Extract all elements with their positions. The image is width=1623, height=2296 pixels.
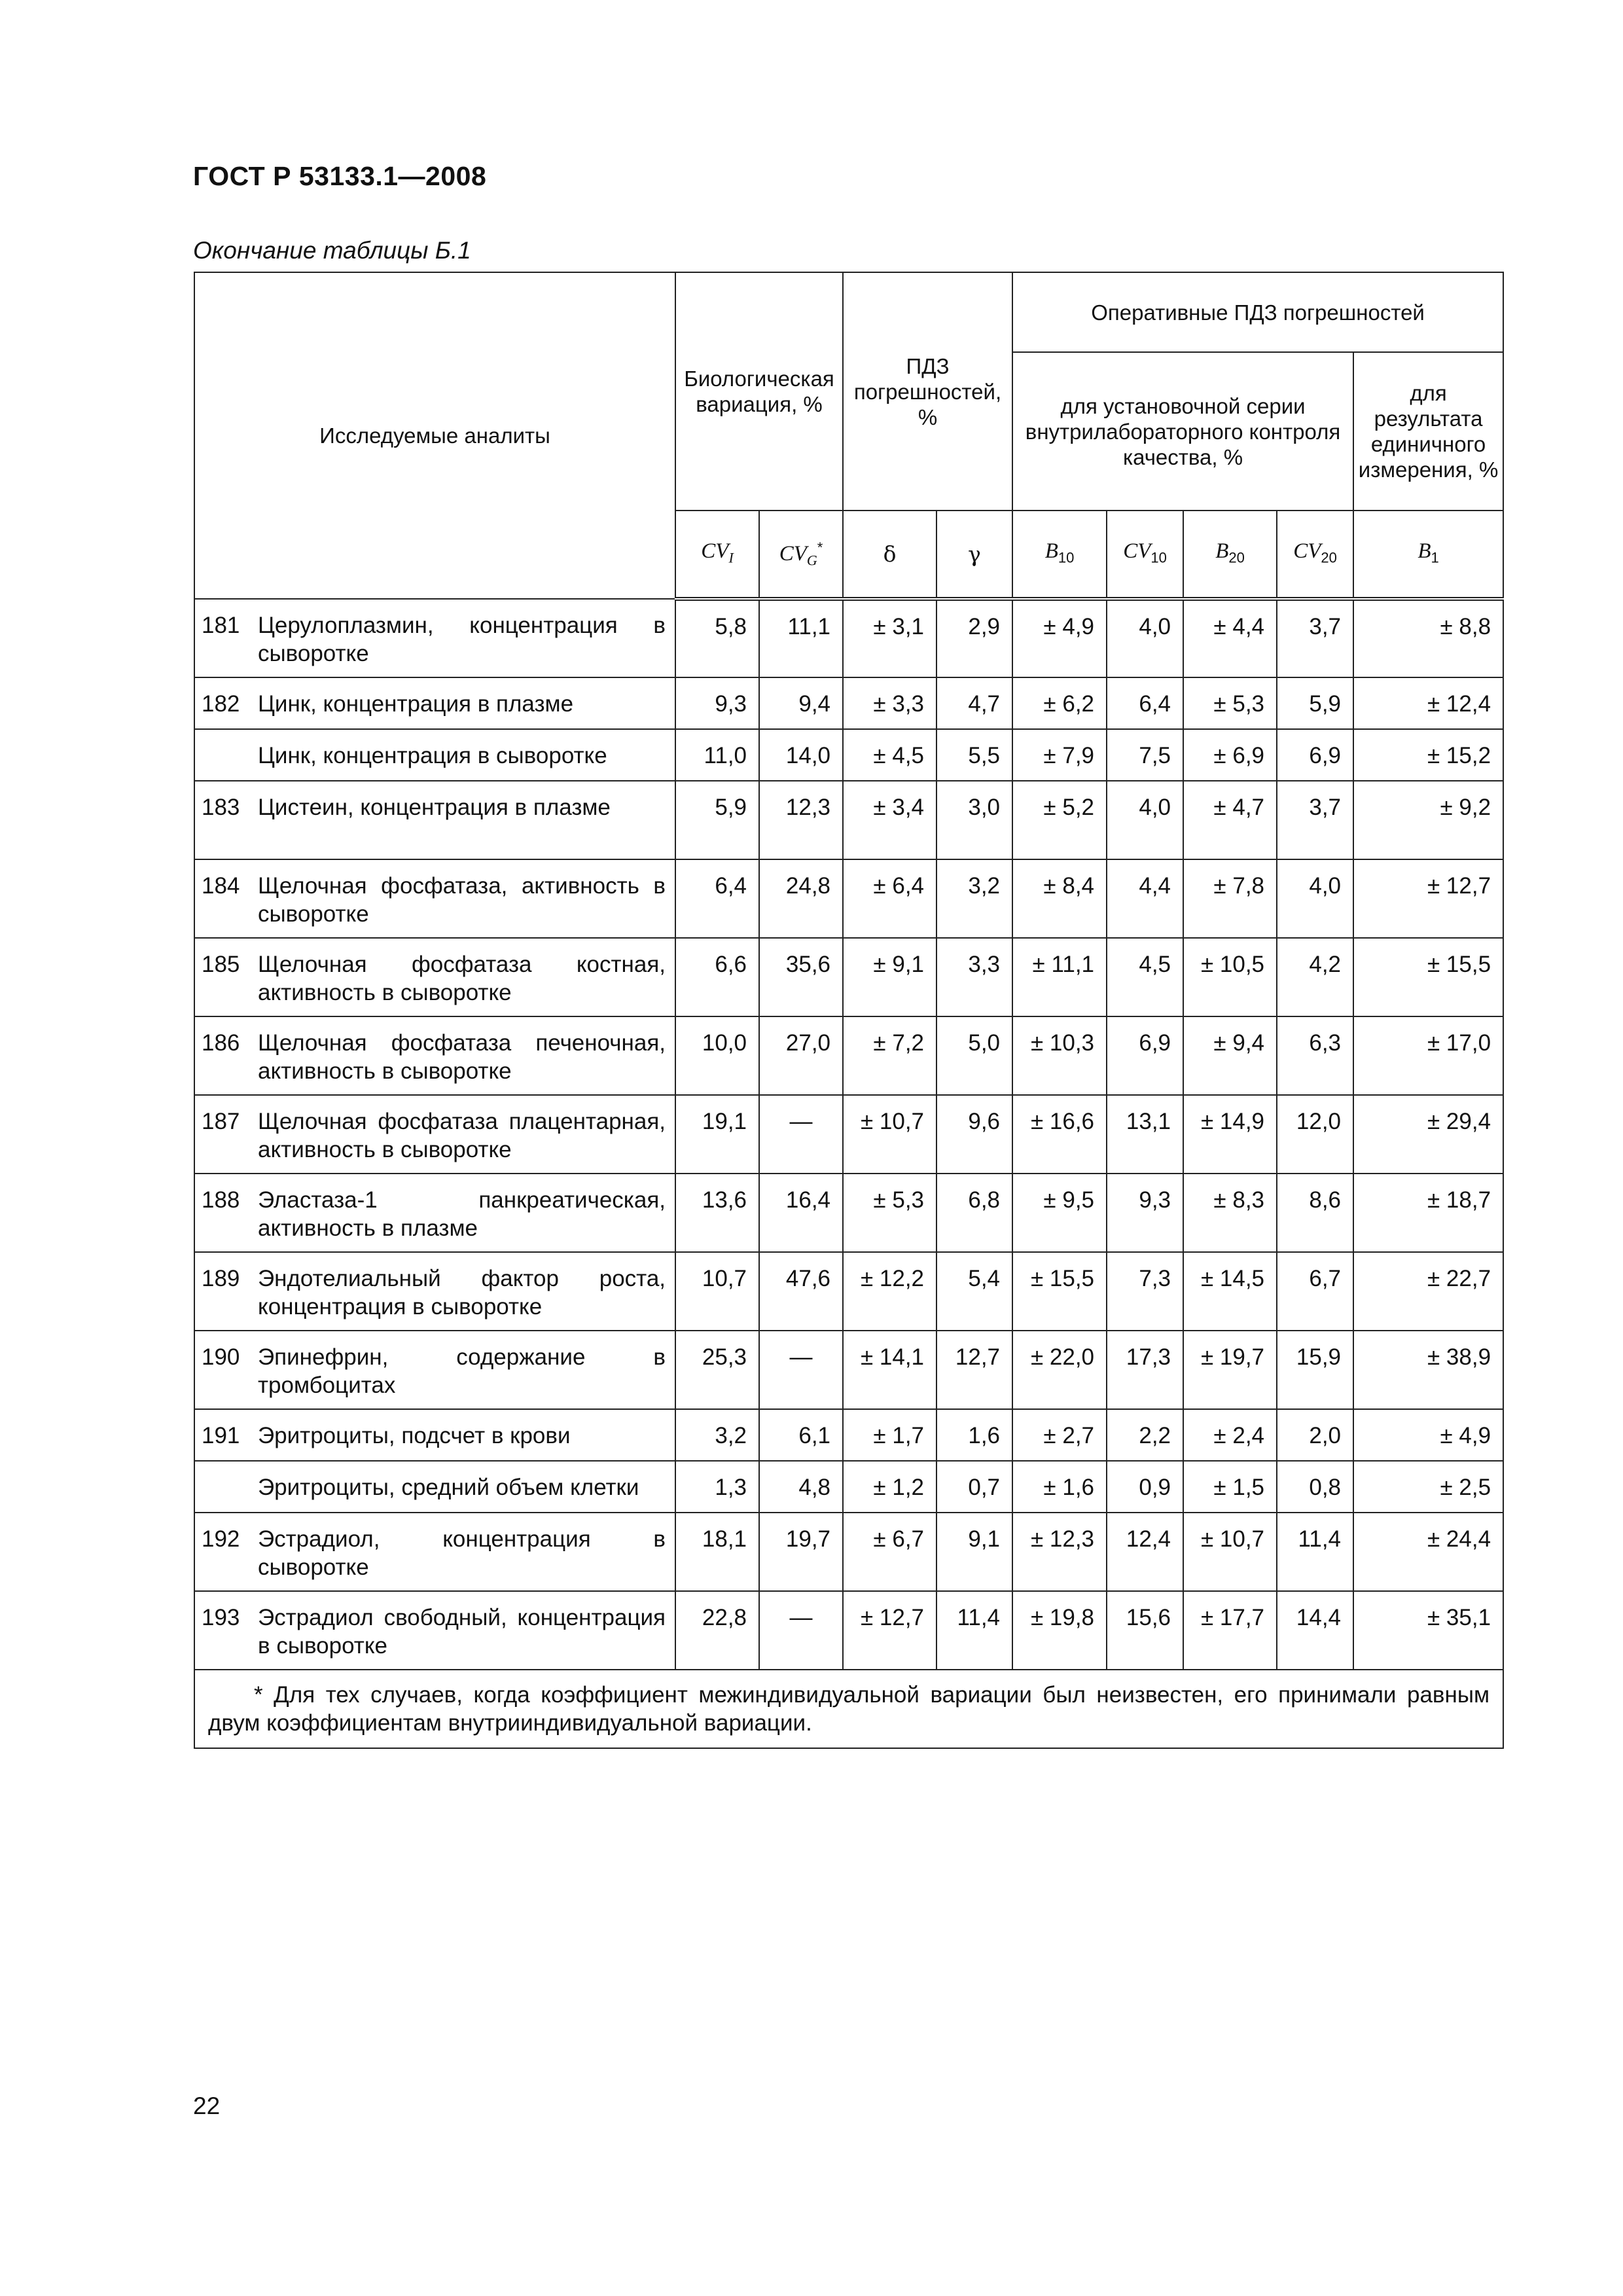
table-row bbox=[194, 1513, 1503, 1591]
cell-cv-i: 10,7 bbox=[675, 1252, 759, 1331]
cell-b20: ± 5,3 bbox=[1183, 677, 1277, 729]
cell-b10: ± 10,3 bbox=[1012, 1016, 1107, 1095]
cell-cv20: 4,2 bbox=[1277, 938, 1353, 1016]
analyte-name: Эстрадиол, концентрация в сыворотке bbox=[251, 1513, 675, 1591]
cell-b20: ± 4,4 bbox=[1183, 599, 1277, 677]
cell-gamma: 4,7 bbox=[936, 677, 1012, 729]
cell-b1: ± 2,5 bbox=[1353, 1461, 1503, 1513]
cell-b20: ± 4,7 bbox=[1183, 781, 1277, 859]
cell-cv20: 6,9 bbox=[1277, 729, 1353, 781]
cell-cv-i: 6,6 bbox=[675, 938, 759, 1016]
cell-delta: ± 14,1 bbox=[843, 1331, 936, 1409]
cell-b20: ± 8,3 bbox=[1183, 1174, 1277, 1252]
footnote-row bbox=[194, 1670, 1503, 1748]
symbol-cv-g: $CV_G^*$ bbox=[759, 511, 843, 599]
cell-delta: ± 10,7 bbox=[843, 1095, 936, 1174]
cell-cv-g: 19,7 bbox=[759, 1513, 843, 1591]
cell-b20: ± 1,5 bbox=[1183, 1461, 1277, 1513]
cell-cv-i: 11,0 bbox=[675, 729, 759, 781]
cell-b10: ± 15,5 bbox=[1012, 1252, 1107, 1331]
table-row bbox=[194, 677, 1503, 729]
table-row bbox=[194, 1095, 1503, 1174]
cell-gamma: 12,7 bbox=[936, 1331, 1012, 1409]
row-number: 193 bbox=[194, 1591, 251, 1670]
table-row bbox=[194, 938, 1503, 1016]
header-analytes: Исследуемые аналиты bbox=[194, 272, 675, 599]
table-header bbox=[194, 272, 1503, 599]
analyte-name: Цистеин, концентрация в плазме bbox=[251, 781, 675, 859]
cell-b1: ± 4,9 bbox=[1353, 1409, 1503, 1461]
cell-b10: ± 19,8 bbox=[1012, 1591, 1107, 1670]
cell-cv20: 5,9 bbox=[1277, 677, 1353, 729]
cell-b10: ± 1,6 bbox=[1012, 1461, 1107, 1513]
cell-cv10: 2,2 bbox=[1107, 1409, 1183, 1461]
analyte-name: Церулоплазмин, концентрация в сыворотке bbox=[251, 599, 675, 677]
cell-b1: ± 12,7 bbox=[1353, 859, 1503, 938]
analyte-name: Эластаза-1 панкреатическая, активность в плазме bbox=[251, 1174, 675, 1252]
cell-b10: ± 7,9 bbox=[1012, 729, 1107, 781]
cell-b20: ± 10,5 bbox=[1183, 938, 1277, 1016]
footnote: * Для тех случаев, когда коэффициент межиндивидуальной вариации был неизвестен, его принимали равным двум коэффициентам внутрииндивидуальной вариации. bbox=[194, 1670, 1503, 1748]
cell-cv10: 7,5 bbox=[1107, 729, 1183, 781]
cell-cv20: 15,9 bbox=[1277, 1331, 1353, 1409]
table-row bbox=[194, 599, 1503, 677]
table-row bbox=[194, 1016, 1503, 1095]
cell-b10: ± 16,6 bbox=[1012, 1095, 1107, 1174]
cell-b10: ± 11,1 bbox=[1012, 938, 1107, 1016]
analyte-name: Эритроциты, подсчет в крови bbox=[251, 1409, 675, 1461]
row-number: 186 bbox=[194, 1016, 251, 1095]
header-series: для установочной серии внутрилабораторного контроля качества, % bbox=[1012, 352, 1353, 511]
analyte-name: Цинк, концентрация в плазме bbox=[251, 677, 675, 729]
row-number: 191 bbox=[194, 1409, 251, 1461]
cell-cv-i: 25,3 bbox=[675, 1331, 759, 1409]
cell-cv-i: 5,8 bbox=[675, 599, 759, 677]
cell-cv20: 0,8 bbox=[1277, 1461, 1353, 1513]
cell-b1: ± 9,2 bbox=[1353, 781, 1503, 859]
row-number bbox=[194, 729, 251, 781]
cell-cv20: 14,4 bbox=[1277, 1591, 1353, 1670]
cell-b1: ± 35,1 bbox=[1353, 1591, 1503, 1670]
cell-cv-i: 22,8 bbox=[675, 1591, 759, 1670]
cell-b20: ± 14,5 bbox=[1183, 1252, 1277, 1331]
row-number: 184 bbox=[194, 859, 251, 938]
cell-cv-g: 35,6 bbox=[759, 938, 843, 1016]
cell-gamma: 0,7 bbox=[936, 1461, 1012, 1513]
cell-cv10: 7,3 bbox=[1107, 1252, 1183, 1331]
analyte-name: Цинк, концентрация в сыворотке bbox=[251, 729, 675, 781]
cell-b20: ± 10,7 bbox=[1183, 1513, 1277, 1591]
cell-b10: ± 6,2 bbox=[1012, 677, 1107, 729]
table-row bbox=[194, 729, 1503, 781]
cell-cv10: 4,0 bbox=[1107, 781, 1183, 859]
header-operative: Оперативные ПДЗ погрешностей bbox=[1012, 272, 1503, 352]
row-number: 185 bbox=[194, 938, 251, 1016]
table-row bbox=[194, 1252, 1503, 1331]
header-pdz: ПДЗ погрешностей, % bbox=[843, 272, 1012, 511]
cell-gamma: 2,9 bbox=[936, 599, 1012, 677]
table-row bbox=[194, 1591, 1503, 1670]
row-number: 181 bbox=[194, 599, 251, 677]
cell-cv10: 9,3 bbox=[1107, 1174, 1183, 1252]
cell-cv-i: 9,3 bbox=[675, 677, 759, 729]
cell-delta: ± 9,1 bbox=[843, 938, 936, 1016]
cell-cv-g: — bbox=[759, 1331, 843, 1409]
cell-b10: ± 8,4 bbox=[1012, 859, 1107, 938]
cell-cv-i: 6,4 bbox=[675, 859, 759, 938]
table-body bbox=[194, 599, 1503, 1748]
cell-b20: ± 6,9 bbox=[1183, 729, 1277, 781]
cell-cv10: 6,9 bbox=[1107, 1016, 1183, 1095]
cell-gamma: 9,6 bbox=[936, 1095, 1012, 1174]
cell-b1: ± 15,5 bbox=[1353, 938, 1503, 1016]
cell-b1: ± 12,4 bbox=[1353, 677, 1503, 729]
symbol-b10: $B_{10}$ bbox=[1012, 511, 1107, 599]
cell-b1: ± 17,0 bbox=[1353, 1016, 1503, 1095]
cell-delta: ± 1,2 bbox=[843, 1461, 936, 1513]
analyte-name: Щелочная фосфатаза печеночная, активность в сыворотке bbox=[251, 1016, 675, 1095]
symbol-gamma: γ bbox=[936, 511, 1012, 599]
cell-cv10: 4,5 bbox=[1107, 938, 1183, 1016]
cell-b10: ± 2,7 bbox=[1012, 1409, 1107, 1461]
row-number bbox=[194, 1461, 251, 1513]
cell-cv-g: 6,1 bbox=[759, 1409, 843, 1461]
analyte-name: Эритроциты, средний объем клетки bbox=[251, 1461, 675, 1513]
symbol-cv20: $CV_{20}$ bbox=[1277, 511, 1353, 599]
row-number: 188 bbox=[194, 1174, 251, 1252]
row-number: 189 bbox=[194, 1252, 251, 1331]
cell-delta: ± 6,4 bbox=[843, 859, 936, 938]
cell-b10: ± 12,3 bbox=[1012, 1513, 1107, 1591]
cell-delta: ± 6,7 bbox=[843, 1513, 936, 1591]
cell-cv-i: 5,9 bbox=[675, 781, 759, 859]
table-row bbox=[194, 781, 1503, 859]
row-number: 183 bbox=[194, 781, 251, 859]
cell-b1: ± 18,7 bbox=[1353, 1174, 1503, 1252]
cell-cv20: 4,0 bbox=[1277, 859, 1353, 938]
header-single: для результата единичного измерения, % bbox=[1353, 352, 1503, 511]
row-number: 182 bbox=[194, 677, 251, 729]
row-number: 192 bbox=[194, 1513, 251, 1591]
cell-cv20: 6,3 bbox=[1277, 1016, 1353, 1095]
cell-cv10: 4,0 bbox=[1107, 599, 1183, 677]
cell-gamma: 3,0 bbox=[936, 781, 1012, 859]
cell-gamma: 3,3 bbox=[936, 938, 1012, 1016]
table-row bbox=[194, 1461, 1503, 1513]
cell-cv20: 11,4 bbox=[1277, 1513, 1353, 1591]
cell-cv-g: — bbox=[759, 1095, 843, 1174]
cell-b10: ± 9,5 bbox=[1012, 1174, 1107, 1252]
cell-cv10: 17,3 bbox=[1107, 1331, 1183, 1409]
cell-cv-i: 13,6 bbox=[675, 1174, 759, 1252]
cell-delta: ± 4,5 bbox=[843, 729, 936, 781]
symbol-cv-i: $CV_I$ bbox=[675, 511, 759, 599]
cell-cv10: 13,1 bbox=[1107, 1095, 1183, 1174]
cell-gamma: 5,0 bbox=[936, 1016, 1012, 1095]
cell-gamma: 6,8 bbox=[936, 1174, 1012, 1252]
cell-gamma: 9,1 bbox=[936, 1513, 1012, 1591]
symbol-b20: $B_{20}$ bbox=[1183, 511, 1277, 599]
cell-b20: ± 2,4 bbox=[1183, 1409, 1277, 1461]
cell-b1: ± 8,8 bbox=[1353, 599, 1503, 677]
cell-cv10: 4,4 bbox=[1107, 859, 1183, 938]
cell-cv-g: 9,4 bbox=[759, 677, 843, 729]
cell-delta: ± 1,7 bbox=[843, 1409, 936, 1461]
cell-cv-i: 3,2 bbox=[675, 1409, 759, 1461]
document-title: ГОСТ Р 53133.1—2008 bbox=[193, 161, 487, 191]
symbol-delta: δ bbox=[843, 511, 936, 599]
cell-cv20: 8,6 bbox=[1277, 1174, 1353, 1252]
page-number: 22 bbox=[193, 2092, 221, 2119]
analyte-name: Эпинефрин, содержание в тромбоцитах bbox=[251, 1331, 675, 1409]
cell-b1: ± 15,2 bbox=[1353, 729, 1503, 781]
cell-cv-g: 24,8 bbox=[759, 859, 843, 938]
cell-cv10: 0,9 bbox=[1107, 1461, 1183, 1513]
cell-cv20: 6,7 bbox=[1277, 1252, 1353, 1331]
cell-cv-g: 11,1 bbox=[759, 599, 843, 677]
cell-gamma: 5,4 bbox=[936, 1252, 1012, 1331]
table-row bbox=[194, 1174, 1503, 1252]
table-row bbox=[194, 1331, 1503, 1409]
cell-b20: ± 7,8 bbox=[1183, 859, 1277, 938]
cell-cv-i: 1,3 bbox=[675, 1461, 759, 1513]
cell-cv-g: 27,0 bbox=[759, 1016, 843, 1095]
header-bio-variation: Биологическая вариация, % bbox=[675, 272, 843, 511]
cell-cv20: 3,7 bbox=[1277, 599, 1353, 677]
row-number: 187 bbox=[194, 1095, 251, 1174]
cell-cv-g: — bbox=[759, 1591, 843, 1670]
cell-delta: ± 3,1 bbox=[843, 599, 936, 677]
cell-cv20: 2,0 bbox=[1277, 1409, 1353, 1461]
cell-cv-i: 18,1 bbox=[675, 1513, 759, 1591]
cell-cv10: 6,4 bbox=[1107, 677, 1183, 729]
cell-b1: ± 24,4 bbox=[1353, 1513, 1503, 1591]
cell-b20: ± 9,4 bbox=[1183, 1016, 1277, 1095]
cell-b1: ± 29,4 bbox=[1353, 1095, 1503, 1174]
cell-cv-g: 4,8 bbox=[759, 1461, 843, 1513]
cell-delta: ± 3,3 bbox=[843, 677, 936, 729]
cell-cv20: 3,7 bbox=[1277, 781, 1353, 859]
cell-b10: ± 4,9 bbox=[1012, 599, 1107, 677]
cell-cv-i: 10,0 bbox=[675, 1016, 759, 1095]
cell-cv-g: 16,4 bbox=[759, 1174, 843, 1252]
cell-cv-g: 14,0 bbox=[759, 729, 843, 781]
cell-delta: ± 3,4 bbox=[843, 781, 936, 859]
cell-gamma: 5,5 bbox=[936, 729, 1012, 781]
table-row bbox=[194, 859, 1503, 938]
analyte-name: Щелочная фосфатаза костная, активность в сыворотке bbox=[251, 938, 675, 1016]
table-caption: Окончание таблицы Б.1 bbox=[193, 237, 471, 264]
symbol-b1: $B_1$ bbox=[1353, 511, 1503, 599]
analyte-name: Эстрадиол свободный, концентрация в сыворотке bbox=[251, 1591, 675, 1670]
cell-b20: ± 17,7 bbox=[1183, 1591, 1277, 1670]
cell-delta: ± 5,3 bbox=[843, 1174, 936, 1252]
cell-delta: ± 12,7 bbox=[843, 1591, 936, 1670]
analytes-table bbox=[194, 272, 1504, 1749]
cell-b1: ± 22,7 bbox=[1353, 1252, 1503, 1331]
analyte-name: Щелочная фосфатаза, активность в сыворотке bbox=[251, 859, 675, 938]
cell-cv-g: 47,6 bbox=[759, 1252, 843, 1331]
cell-cv20: 12,0 bbox=[1277, 1095, 1353, 1174]
analyte-name: Эндотелиальный фактор роста, концентрация в сыворотке bbox=[251, 1252, 675, 1331]
symbol-cv10: $CV_{10}$ bbox=[1107, 511, 1183, 599]
cell-cv10: 12,4 bbox=[1107, 1513, 1183, 1591]
cell-delta: ± 7,2 bbox=[843, 1016, 936, 1095]
cell-delta: ± 12,2 bbox=[843, 1252, 936, 1331]
cell-gamma: 1,6 bbox=[936, 1409, 1012, 1461]
analyte-name: Щелочная фосфатаза плацентарная, активность в сыворотке bbox=[251, 1095, 675, 1174]
cell-cv-i: 19,1 bbox=[675, 1095, 759, 1174]
cell-b20: ± 19,7 bbox=[1183, 1331, 1277, 1409]
cell-b1: ± 38,9 bbox=[1353, 1331, 1503, 1409]
cell-cv10: 15,6 bbox=[1107, 1591, 1183, 1670]
cell-b20: ± 14,9 bbox=[1183, 1095, 1277, 1174]
cell-b10: ± 5,2 bbox=[1012, 781, 1107, 859]
cell-gamma: 11,4 bbox=[936, 1591, 1012, 1670]
cell-gamma: 3,2 bbox=[936, 859, 1012, 938]
row-number: 190 bbox=[194, 1331, 251, 1409]
cell-cv-g: 12,3 bbox=[759, 781, 843, 859]
cell-b10: ± 22,0 bbox=[1012, 1331, 1107, 1409]
table-row bbox=[194, 1409, 1503, 1461]
